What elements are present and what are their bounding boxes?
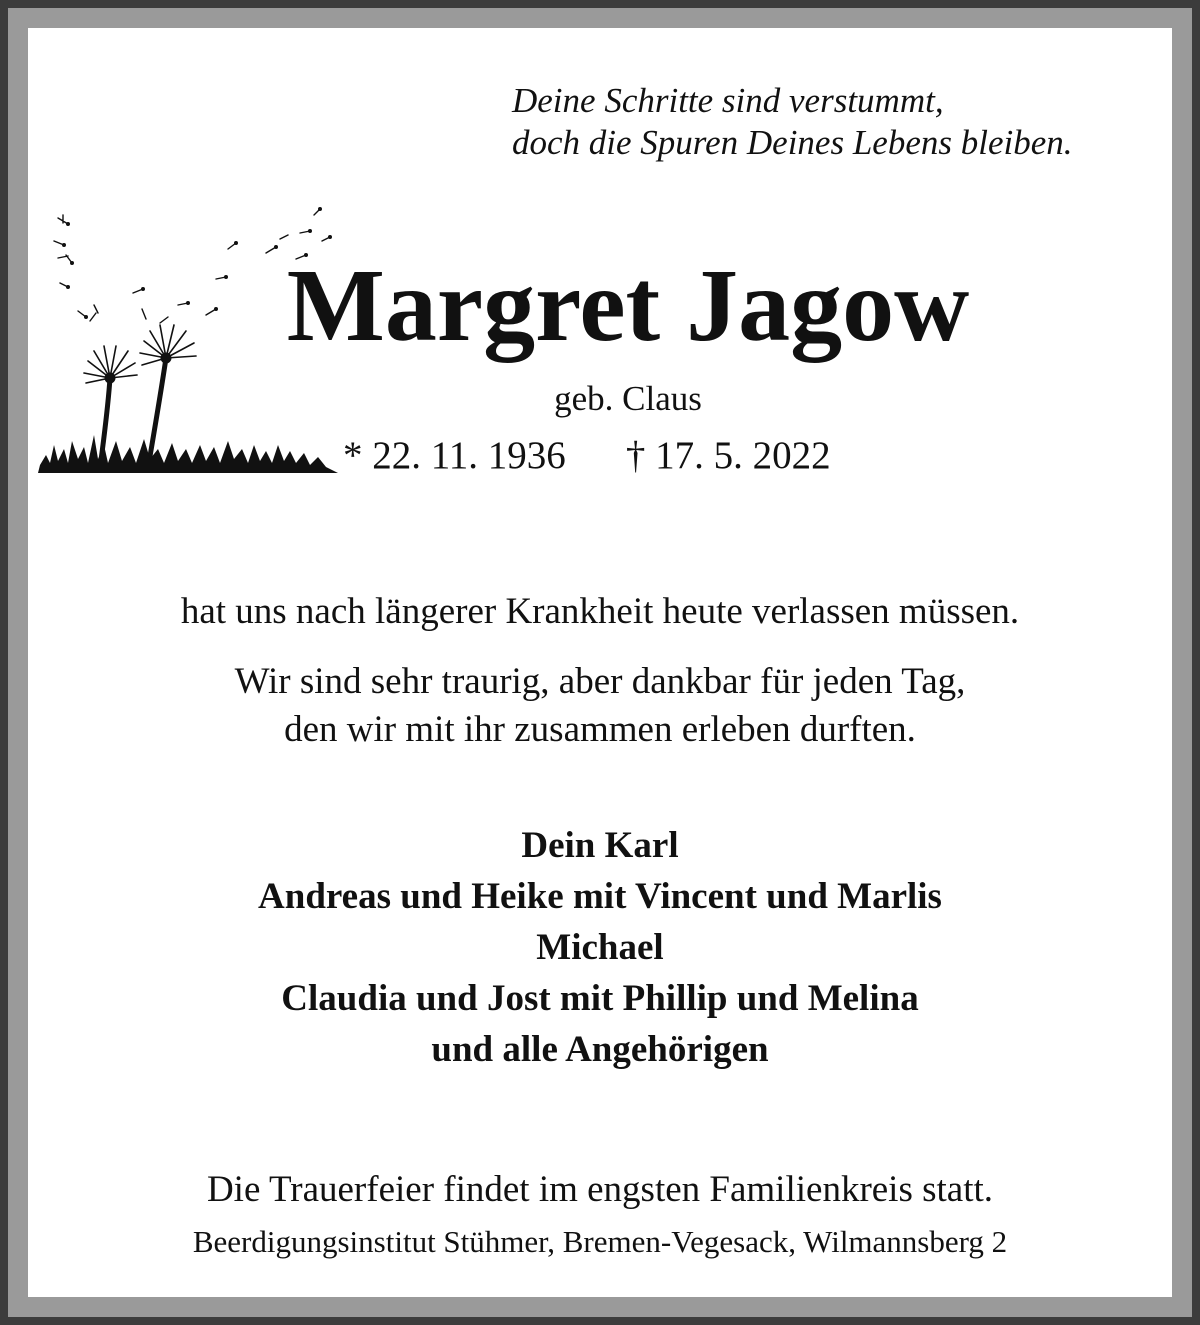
motto-line-2: doch die Spuren Deines Lebens bleiben. (512, 123, 1073, 162)
notice-outer-frame (8, 8, 1192, 1317)
death-date: † 17. 5. 2022 (625, 434, 831, 477)
birth-name: geb. Claus (554, 379, 702, 418)
mourners-list (28, 820, 1172, 1075)
birth-date: * 22. 11. 1936 (343, 434, 566, 477)
deceased-name: Margret Jagow (286, 248, 970, 363)
mourner-line: Michael (536, 927, 664, 968)
obituary-notice (28, 28, 1172, 1297)
mourner-line: Claudia und Jost mit Phillip und Melina (281, 978, 919, 1019)
message-gratitude (28, 658, 1172, 754)
motto-line-1: Deine Schritte sind verstummt, (512, 81, 944, 120)
ceremony-notice: Die Trauerfeier findet im engsten Familienkreis statt. (206, 1169, 994, 1210)
life-dates (343, 432, 831, 480)
message-line-3: den wir mit ihr zusammen erleben durften. (284, 709, 916, 750)
undertaker-info: Beerdigungsinstitut Stühmer, Bremen-Vegesack, Wilmannsberg 2 (192, 1224, 1008, 1259)
mourner-line: Dein Karl (521, 825, 679, 866)
motto-quote (512, 80, 1152, 164)
message-line-1: hat uns nach längerer Krankheit heute verlassen müssen. (180, 591, 1020, 632)
mourner-line: Andreas und Heike mit Vincent und Marlis (258, 876, 942, 917)
mourner-line: und alle Angehörigen (431, 1029, 769, 1070)
message-line-2: Wir sind sehr traurig, aber dankbar für jeden Tag, (234, 661, 966, 702)
